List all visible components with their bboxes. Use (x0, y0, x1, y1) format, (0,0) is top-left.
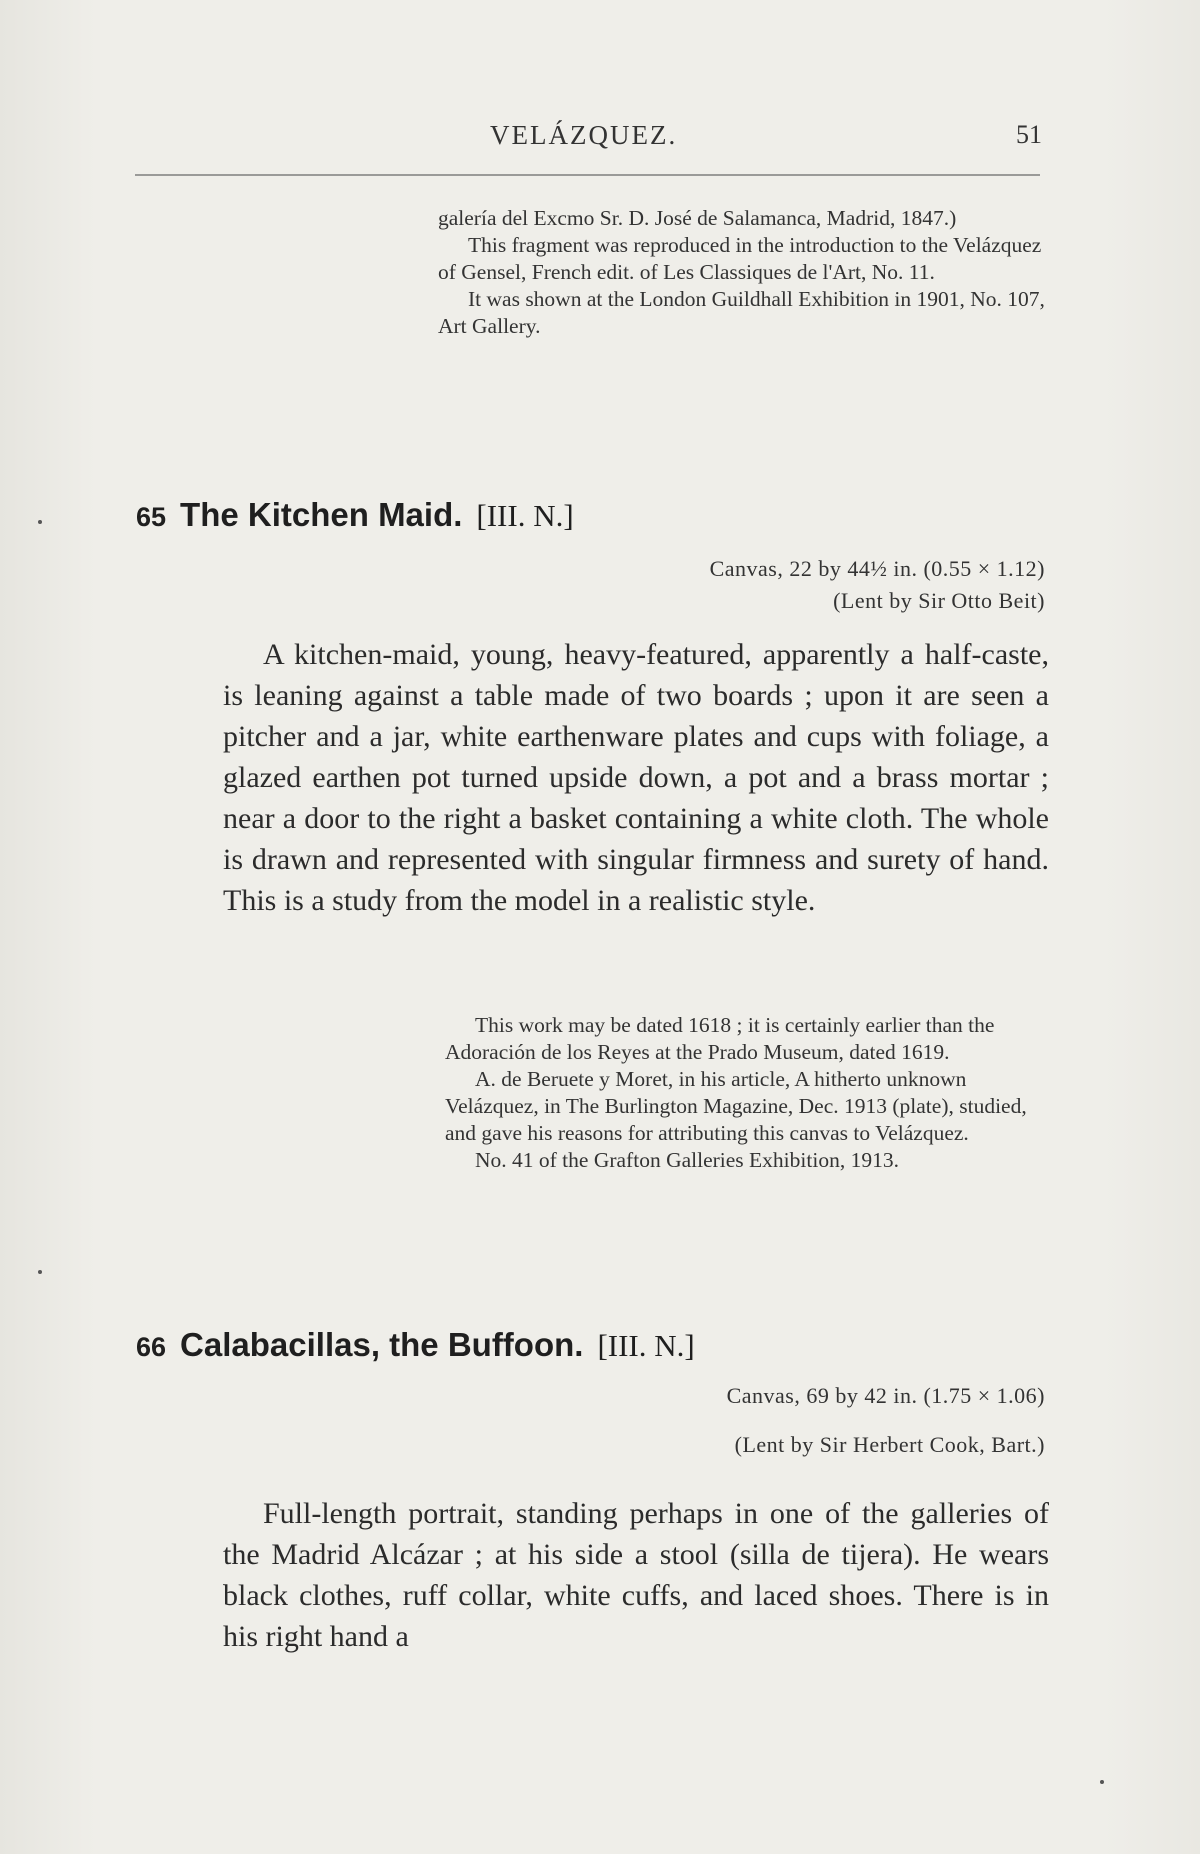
entry-65-note2: A. de Beruete y Moret, in his article, A hitherto unknown Velázquez, in The Burlington Magazine, Dec. 1913 (plate), studied, and gave his reasons for attributing this canvas to Velázquez. (445, 1067, 1027, 1145)
entry-65-title: The Kitchen Maid. (180, 496, 463, 533)
entry-65-ref: [III. N.] (476, 498, 574, 533)
entry-66-description-text: Full-length portrait, standing perhaps in one of the galleries of the Madrid Alcázar ; at his side a stool (silla de tijera). He wears black clothes, ruff collar, white cuffs, and laced shoes. There is in his right hand a (223, 1497, 1049, 1653)
page-speck (38, 1270, 42, 1274)
entry-65-notes (445, 1012, 1048, 1174)
entry-65-note3: No. 41 of the Grafton Galleries Exhibition, 1913. (475, 1148, 899, 1172)
entry-65-description-text: A kitchen-maid, young, heavy-featured, apparently a half-caste, is leaning against a table made of two boards ; upon it are seen a pitcher and a jar, white earthenware plates and cups with foliage, a glazed earthen pot turned upside down, a pot and a brass mortar ; near a door to the right a basket containing a white cloth. The whole is drawn and represented with singular firmness and surety of hand. This is a study from the model in a realistic style. (223, 638, 1049, 917)
entry-66-heading (136, 1326, 695, 1364)
entry-65-heading (136, 496, 574, 534)
header-rule (135, 174, 1040, 176)
entry-66-title: Calabacillas, the Buffoon. (180, 1326, 584, 1363)
entry-66-medium: Canvas, 69 by 42 in. (1.75 × 1.06) (726, 1383, 1045, 1408)
page-number: 51 (1016, 120, 1042, 149)
entry-65-note1: This work may be dated 1618 ; it is certainly earlier than the Adoración de los Reyes at the Prado Museum, dated 1619. (445, 1013, 995, 1064)
top-note-para2: This fragment was reproduced in the introduction to the Velázquez of Gensel, French edit. of Les Classiques de l'Art, No. 11. (438, 233, 1042, 284)
entry-65-lender: (Lent by Sir Otto Beit) (833, 588, 1045, 613)
entry-66-description (223, 1493, 1049, 1657)
entry-66-ref: [III. N.] (597, 1328, 695, 1363)
top-note-para3: It was shown at the London Guildhall Exhibition in 1901, No. 107, Art Gallery. (438, 287, 1045, 338)
page-speck (38, 520, 42, 524)
entry-65-number: 65 (136, 502, 167, 532)
entry-65-description (223, 634, 1049, 921)
top-note-line1: galería del Excmo Sr. D. José de Salamanca, Madrid, 1847.) (438, 206, 957, 230)
top-note (438, 205, 1048, 340)
running-head-title: VELÁZQUEZ. (490, 120, 678, 150)
entry-66-number: 66 (136, 1332, 167, 1362)
page-speck (1100, 1780, 1104, 1784)
entry-66-lender: (Lent by Sir Herbert Cook, Bart.) (734, 1432, 1045, 1457)
entry-65-medium: Canvas, 22 by 44½ in. (0.55 × 1.12) (709, 556, 1045, 581)
running-head (0, 120, 1200, 160)
